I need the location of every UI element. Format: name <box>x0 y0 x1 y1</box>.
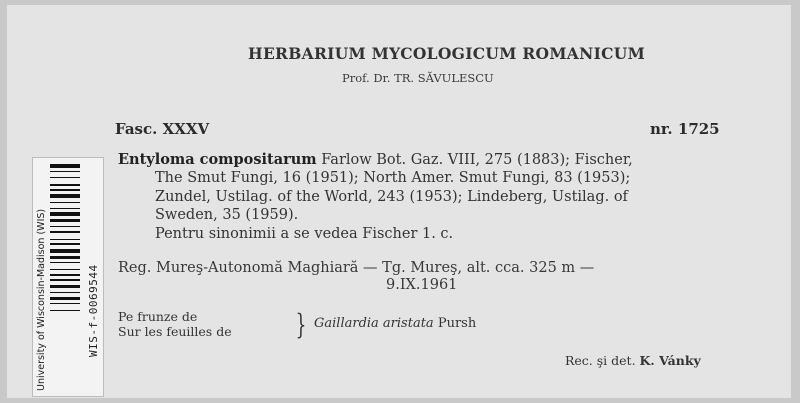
species-name: Entyloma compositarum <box>118 151 317 168</box>
reference-line: Zundel, Ustilag. of the World, 243 (1953); Lindeberg, Ustilag. of <box>155 189 628 205</box>
barcode-stripe <box>50 164 80 168</box>
barcode-stripe <box>50 194 80 198</box>
reference-line: The Smut Fungi, 16 (1951); North Amer. Smut Fungi, 83 (1953); <box>155 170 631 186</box>
barcode-stripe <box>50 219 80 222</box>
brace-icon: } <box>295 308 307 341</box>
barcode-stripe <box>50 285 80 289</box>
barcode-stripe <box>50 249 80 253</box>
determination-prefix: Rec. şi det. <box>565 353 640 368</box>
herbarium-title: HERBARIUM MYCOLOGICUM ROMANICUM <box>248 44 646 63</box>
barcode-stripe <box>50 189 80 190</box>
barcode-stripe <box>50 243 80 244</box>
barcode-stripe <box>50 212 80 216</box>
barcode-stripe <box>50 171 80 172</box>
host-author: Pursh <box>433 316 477 331</box>
barcode-stripe <box>50 310 80 311</box>
barcode-institution: University of Wisconsin-Madison (WIS) <box>36 208 47 391</box>
barcode-stripe <box>50 184 80 187</box>
specimen-number: nr. 1725 <box>650 120 720 138</box>
herbarium-subtitle: Prof. Dr. TR. SĂVULESCU <box>342 71 494 85</box>
reference-line: Sweden, 35 (1959). <box>155 207 299 223</box>
determination-line <box>565 353 701 368</box>
determiner-name: K. Vánky <box>639 353 701 368</box>
fascicle-label: Fasc. XXXV <box>115 120 210 138</box>
barcode-stripe <box>50 262 80 263</box>
barcode-stripe <box>50 208 80 209</box>
barcode-stripe <box>50 239 80 240</box>
barcode-icon <box>50 164 80 350</box>
synonym-note: Pentru sinonimii a se vedea Fischer 1. c. <box>155 226 454 242</box>
barcode-stripe <box>50 226 80 227</box>
barcode-stripe <box>50 177 80 178</box>
barcode-stripe <box>50 297 80 300</box>
barcode-stripe <box>50 269 80 270</box>
host-binomial: Gaillardia aristata <box>314 316 434 331</box>
barcode-stripe <box>50 292 80 293</box>
barcode-stripe <box>50 279 80 282</box>
barcode-stripe <box>50 256 80 259</box>
host-species <box>314 316 476 331</box>
reference-line: Farlow Bot. Gaz. VIII, 275 (1883); Fischer, <box>316 152 633 168</box>
barcode-stripe <box>50 303 80 304</box>
barcode-stripe <box>50 231 80 234</box>
species-line-1 <box>118 151 633 168</box>
barcode-catalog-id: WIS-f-0069544 <box>87 264 100 357</box>
locality-line: Reg. Mureş-Autonomă Maghiară — Tg. Mureş, alt. cca. 325 m — <box>118 260 595 276</box>
host-label-fr: Sur les feuilles de <box>118 324 232 339</box>
barcode-stripe <box>50 274 80 275</box>
host-label-ro: Pe frunze de <box>118 309 198 324</box>
collection-date: 9.IX.1961 <box>386 277 458 293</box>
barcode-stripe <box>50 202 80 203</box>
